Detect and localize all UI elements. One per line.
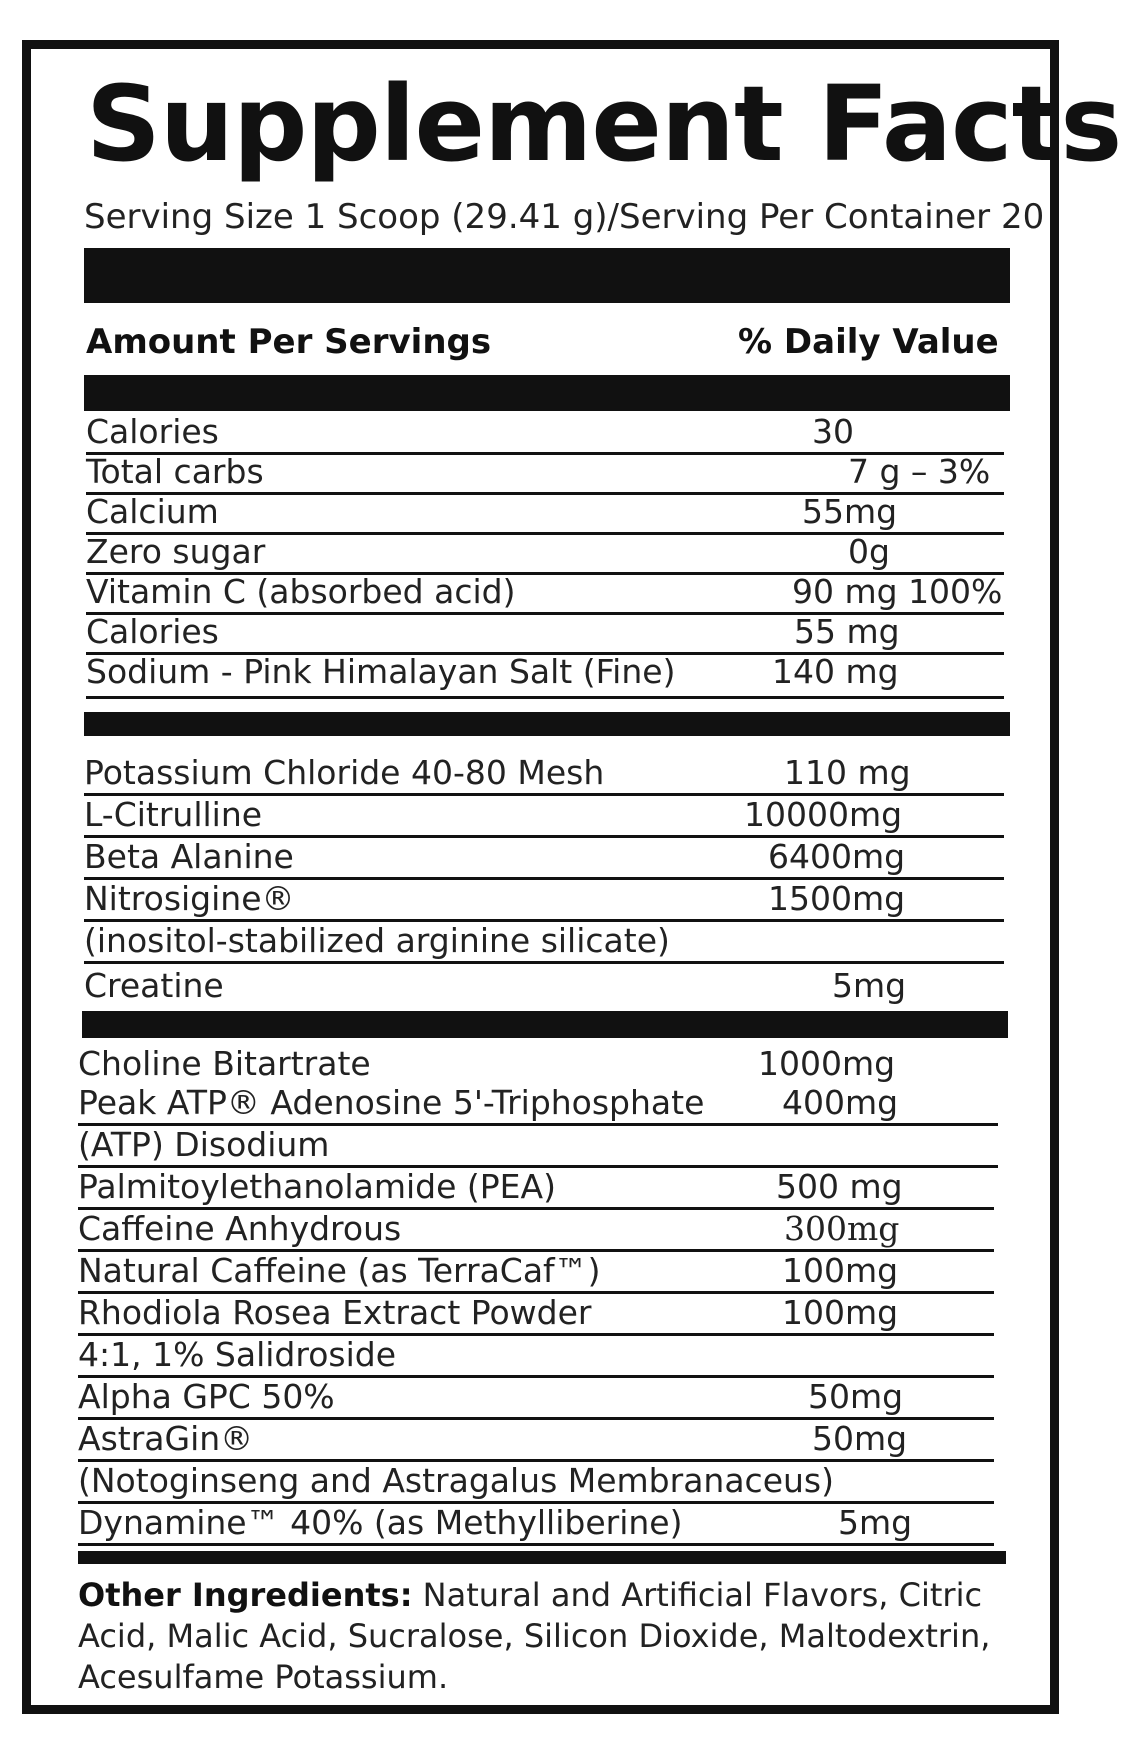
ingredient-amount: 50mg	[808, 1377, 904, 1416]
thick-divider	[84, 248, 1010, 303]
nutrient-value: 55 mg	[794, 612, 900, 651]
ingredient-amount: 300mg	[784, 1209, 900, 1248]
ingredient-row	[84, 922, 1004, 964]
ingredient-amount: 500 mg	[776, 1167, 903, 1206]
nutrient-name: Total carbs	[86, 452, 264, 491]
ingredient-row	[78, 1420, 994, 1462]
ingredient-name: Rhodiola Rosea Extract Powder	[78, 1293, 592, 1332]
ingredient-name: Palmitoylethanolamide (PEA)	[78, 1167, 556, 1206]
ingredient-row	[84, 796, 1004, 838]
ingredient-amount: 5mg	[838, 1503, 913, 1542]
nutrient-name: Sodium - Pink Himalayan Salt (Fine)	[86, 652, 676, 691]
ingredient-row	[78, 1210, 994, 1252]
serving-size: Serving Size 1 Scoop (29.41 g)/Serving Per Container 20	[84, 197, 1045, 237]
ingredient-amount: 5mg	[832, 966, 907, 1005]
nutrient-value: 140 mg	[772, 652, 899, 691]
ingredient-amount: 50mg	[812, 1419, 908, 1458]
ingredient-name: 4:1, 1% Salidroside	[78, 1335, 397, 1374]
ingredient-name: Caffeine Anhydrous	[78, 1209, 402, 1248]
thick-divider	[84, 375, 1010, 411]
ingredient-row	[84, 838, 1004, 880]
nutrient-value: 7 g – 3%	[848, 452, 991, 491]
ingredient-name: Beta Alanine	[84, 837, 294, 876]
ingredient-row	[78, 1168, 994, 1210]
nutrient-row	[86, 573, 1004, 615]
nutrient-row	[86, 613, 1004, 655]
ingredient-amount: 110 mg	[784, 753, 911, 792]
ingredient-row	[78, 1126, 998, 1168]
ingredient-row	[78, 1042, 998, 1084]
other-ingredients	[78, 1575, 1018, 1698]
nutrient-row	[86, 653, 1004, 699]
ingredient-row	[78, 1252, 994, 1294]
nutrient-row	[86, 413, 1004, 455]
ingredient-name: Creatine	[84, 966, 224, 1005]
ingredient-row	[78, 1336, 994, 1378]
ingredient-name: Alpha GPC 50%	[78, 1377, 335, 1416]
amount-per-serving-header: Amount Per Servings	[86, 322, 492, 362]
ingredient-name: Peak ATP® Adenosine 5'-Triphosphate	[78, 1083, 705, 1122]
ingredient-row	[78, 1294, 994, 1336]
thick-divider	[78, 1551, 1006, 1564]
ingredient-name: Potassium Chloride 40-80 Mesh	[84, 753, 605, 792]
ingredient-name: Natural Caffeine (as TerraCaf™)	[78, 1251, 601, 1290]
ingredient-amount: 100mg	[782, 1251, 899, 1290]
ingredient-amount: 1000mg	[758, 1044, 896, 1083]
ingredient-name: Nitrosigine®	[84, 879, 295, 918]
nutrient-row	[86, 493, 1004, 535]
thick-divider	[84, 712, 1010, 736]
daily-value-header: % Daily Value	[738, 322, 999, 362]
ingredient-row	[78, 1378, 994, 1420]
ingredient-row	[84, 964, 1004, 1006]
other-ingredients-text: Natural and Artificial Flavors, Citric Acid, Malic Acid, Sucralose, Silicon Dioxide, Maltodextrin, Acesulfame Potassium.	[78, 1576, 991, 1696]
nutrient-name: Calcium	[86, 492, 219, 531]
nutrient-value: 0g	[848, 532, 890, 571]
ingredient-row	[84, 880, 1004, 922]
other-ingredients-label: Other Ingredients:	[78, 1576, 413, 1614]
ingredient-amount: 400mg	[782, 1083, 899, 1122]
thick-divider	[82, 1011, 1008, 1038]
ingredient-name: Choline Bitartrate	[78, 1044, 371, 1083]
ingredient-amount: 100mg	[782, 1293, 899, 1332]
page-title: Supplement Facts	[86, 63, 1122, 185]
ingredient-row	[78, 1504, 994, 1546]
ingredient-name: Dynamine™ 40% (as Methylliberine)	[78, 1503, 683, 1542]
nutrient-row	[86, 533, 1004, 575]
nutrient-name: Calories	[86, 412, 219, 451]
ingredient-row	[84, 754, 1004, 796]
ingredient-amount: 10000mg	[744, 795, 903, 834]
ingredient-name: (Notoginseng and Astragalus Membranaceus)	[78, 1461, 834, 1500]
nutrient-value: 90 mg 100%	[792, 572, 1003, 611]
ingredient-name: AstraGin®	[78, 1419, 254, 1458]
ingredient-row	[78, 1084, 998, 1126]
nutrient-name: Calories	[86, 612, 219, 651]
ingredient-name: (ATP) Disodium	[78, 1125, 330, 1164]
ingredient-amount: 6400mg	[768, 837, 906, 876]
ingredient-amount: 1500mg	[768, 879, 906, 918]
ingredient-name: L-Citrulline	[84, 795, 263, 834]
nutrient-name: Vitamin C (absorbed acid)	[86, 572, 516, 611]
nutrient-value: 30	[812, 412, 854, 451]
ingredient-row	[78, 1462, 994, 1504]
nutrient-row	[86, 453, 1004, 495]
nutrient-name: Zero sugar	[86, 532, 266, 571]
nutrient-value: 55mg	[802, 492, 898, 531]
ingredient-name: (inositol-stabilized arginine silicate)	[84, 921, 670, 960]
